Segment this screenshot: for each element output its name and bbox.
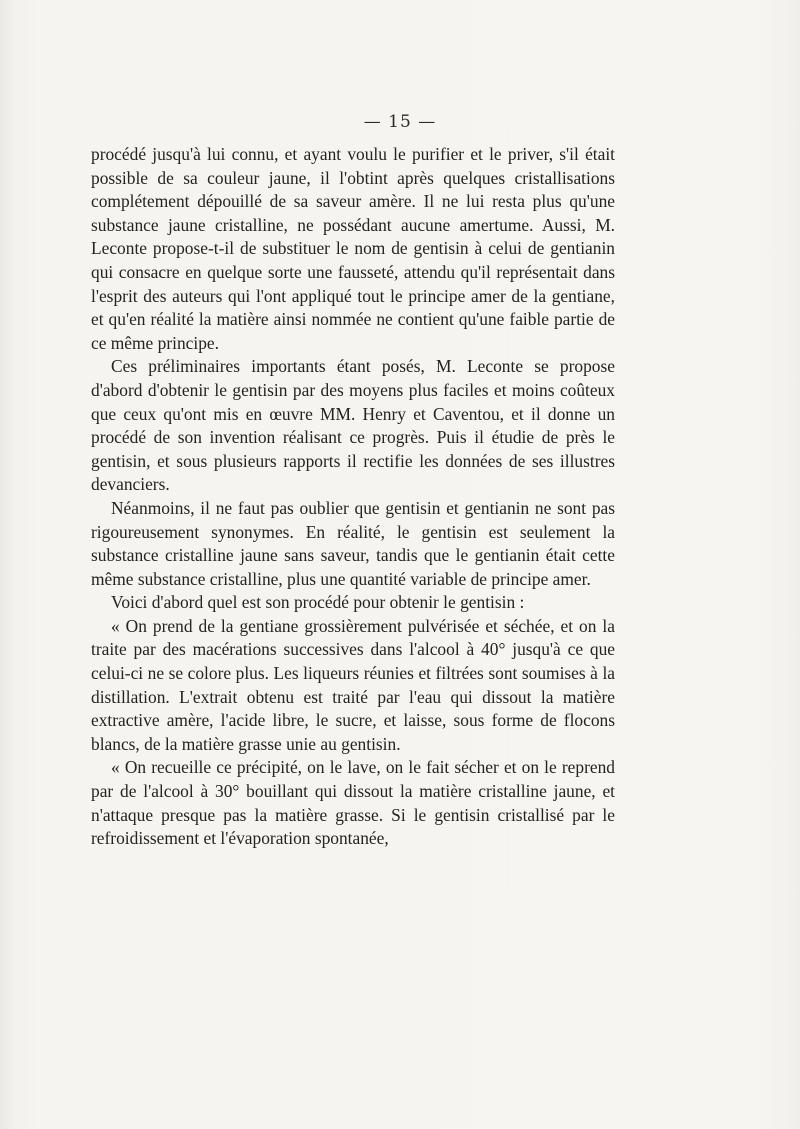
paragraph: Voici d'abord quel est son procédé pour obtenir le gentisin : [111,592,525,613]
paragraph: procédé jusqu'à lui connu, et ayant voulu le purifier et le priver, s'il était possible de sa couleur jaune, il l'obtint après quelques cristallisations complétement dépouillé de sa saveur amère. Il ne lui resta plus qu'une substance jaune cristalline, ne possédant aucune amertume. Aussi, M. Leconte propose-t-il de substituer le nom de gentisin à celui de gentianin qui consacre en quelque sorte une fausseté, attendu qu'il représentait dans l'esprit des auteurs qui l'ont appliqué tout le principe amer de la gentiane, et qu'en réalité la matière ainsi nommée ne contient qu'une faible partie de ce même principe. [91,144,615,353]
paragraph: « On prend de la gentiane grossièrement pulvérisée et séchée, et on la traite par des macérations successives dans l'alcool à 40° jusqu'à ce que celui-ci ne se colore plus. Les liqueurs réunies et filtrées sont soumises à la distillation. L'extrait obtenu est traité par l'eau qui dissout la matière extractive amère, l'acide libre, le sucre, et laisse, sous forme de flocons blancs, de la matière grasse unie au gentisin. [91,615,615,754]
body-text [91,143,615,851]
paragraph: Ces préliminaires importants étant posés, M. Leconte se propose d'abord d'obtenir le gentisin par des moyens plus faciles et moins coûteux que ceux qu'ont mis en œuvre MM. Henry et Caventou, et il donne un procédé de son invention réalisant ce progrès. Puis il étudie de près le gentisin, et sous plusieurs rapports il rectifie les données de ses illustres devanciers. [91,356,615,495]
paragraph: « On recueille ce précipité, on le lave, on le fait sécher et on le reprend par de l'alcool à 30° bouillant qui dissout la matière cristalline jaune, et n'attaque presque pas la matière grasse. Si le gentisin cristallisé par le refroidissement et l'évaporation spontanée, [91,757,615,849]
paragraph: Néanmoins, il ne faut pas oublier que gentisin et gentianin ne sont pas rigoureusement synonymes. En réalité, le gentisin est seulement la substance cristalline jaune sans saveur, tandis que le gentianin était cette même substance cristalline, plus une quantité variable de principe amer. [91,497,615,589]
page-number: — 15 — [363,112,437,132]
